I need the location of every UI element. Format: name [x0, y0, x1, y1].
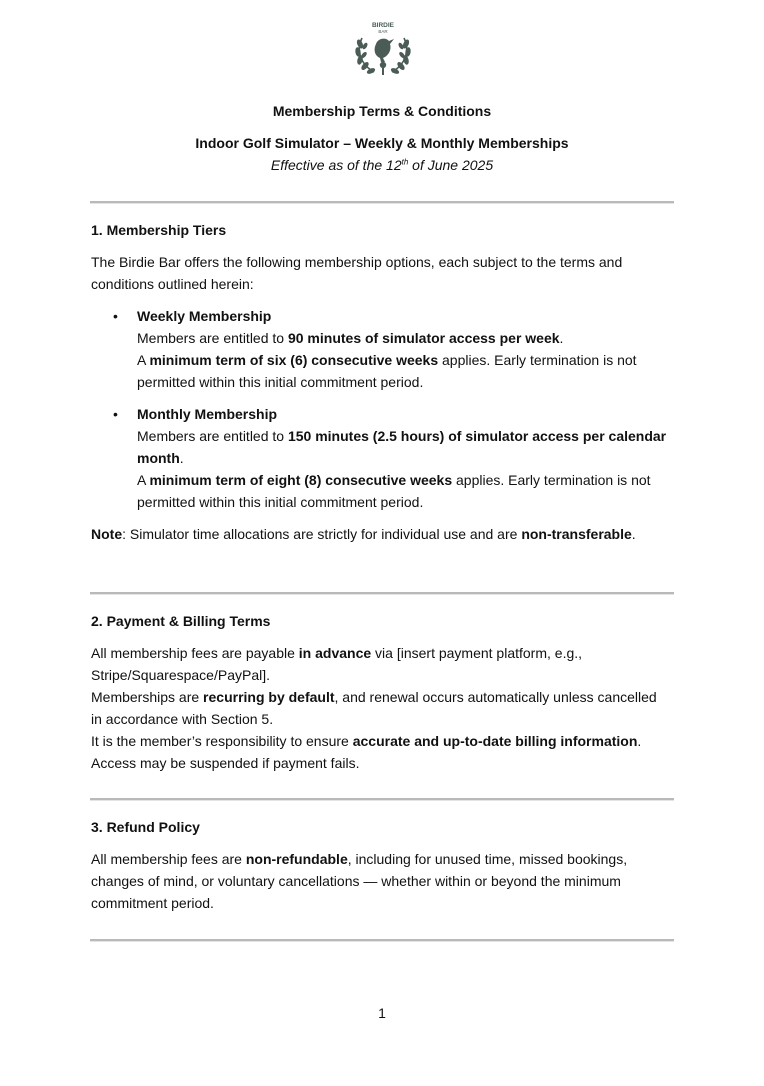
tier-allowance: Members are entitled to 90 minutes of simulator access per week.: [137, 330, 564, 346]
section-divider: [90, 592, 674, 595]
section-heading: 1. Membership Tiers: [91, 222, 227, 238]
section-membership-tiers: [91, 219, 671, 295]
section-heading: 3. Refund Policy: [91, 819, 200, 835]
billing-info-paragraph: It is the member’s responsibility to ensure accurate and up-to-date billing information. Access may be suspended if payment fails.: [91, 733, 642, 771]
section-payment-billing: [91, 610, 671, 774]
effective-date: Effective as of the 12th of June 2025: [270, 157, 494, 173]
tier-title: Monthly Membership: [137, 406, 278, 422]
document-title: Membership Terms & Conditions: [272, 103, 492, 119]
page-number: 1: [378, 1005, 386, 1021]
note-paragraph: Note: Simulator time allocations are strictly for individual use and are non-transferable.: [91, 526, 636, 542]
refund-paragraph: All membership fees are non-refundable, including for unused time, missed bookings, changes of mind, or voluntary cancellations — whether within or beyond the minimum commitment period.: [91, 851, 628, 911]
document-subtitle: Indoor Golf Simulator – Weekly & Monthly Memberships: [195, 135, 569, 151]
birdie-bar-logo: [352, 18, 414, 78]
tier-minimum-term: A minimum term of six (6) consecutive weeks applies. Early termination is not permitted within this initial commitment period.: [137, 352, 637, 390]
logo-text-top: BIRDIE: [371, 22, 395, 29]
section-intro: The Birdie Bar offers the following membership options, each subject to the terms and conditions outlined herein:: [91, 254, 623, 292]
tier-minimum-term: A minimum term of eight (8) consecutive weeks applies. Early termination is not permitted within this initial commitment period.: [137, 472, 651, 510]
recurring-paragraph: Memberships are recurring by default, and renewal occurs automatically unless cancelled in accordance with Section 5.: [91, 689, 657, 727]
section-divider: [90, 201, 674, 204]
bullet-icon: •: [113, 308, 118, 324]
section-heading: 2. Payment & Billing Terms: [91, 613, 271, 629]
tier-allowance: Members are entitled to 150 minutes (2.5 hours) of simulator access per calendar month.: [137, 428, 667, 466]
section-divider: [90, 798, 674, 801]
tier-title: Weekly Membership: [137, 308, 272, 324]
bullet-icon: •: [113, 406, 118, 422]
section-divider: [90, 939, 674, 942]
section-refund-policy: [91, 816, 671, 914]
note-label: Note: [91, 526, 123, 542]
logo-text-bottom: BAR: [378, 29, 388, 34]
payment-paragraph: All membership fees are payable in advance via [insert payment platform, e.g., Stripe/Squarespace/PayPal].: [91, 645, 583, 683]
